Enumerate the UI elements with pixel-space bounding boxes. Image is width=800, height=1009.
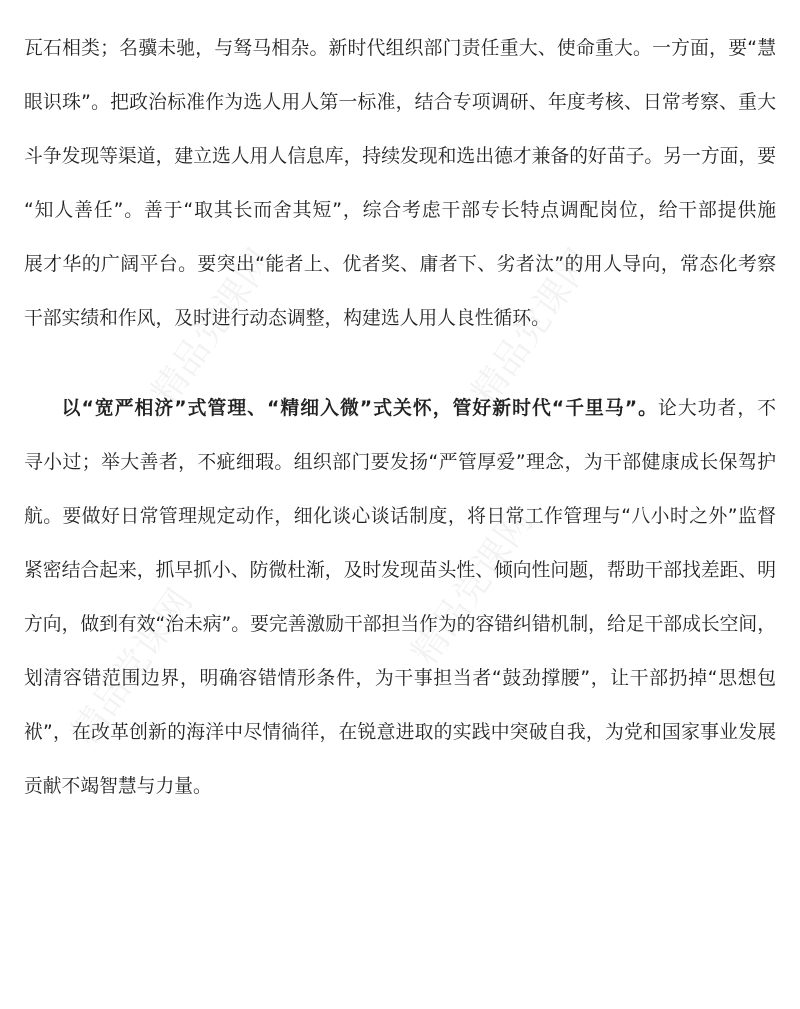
text-line: 贡献不竭智慧与力量。 (24, 776, 212, 797)
text-line: 瓦石相类；名骥未驰，与驽马相杂。新时代组织部门责任重大、使命重大。一方面，要“慧 (24, 38, 776, 59)
text-line: 袱”，在改革创新的海洋中尽情徜徉，在锐意进取的实践中突破自我，为党和国家事业发展 (24, 722, 776, 743)
text-line: 方向，做到有效“治未病”。要完善激励干部担当作为的容错纠错机制，给足干部成长空间， (24, 614, 776, 635)
bold-lead: 以“宽严相济”式管理、“精细入微”式关怀，管好新时代“千里马”。 (61, 398, 658, 419)
text-line: “知人善任”。善于“取其长而舍其短”，综合考虑干部专长特点调配岗位，给干部提供施 (24, 200, 776, 221)
text-line: 干部实绩和作风，及时进行动态调整，构建选人用人良性循环。 (24, 308, 550, 329)
text-line: 眼识珠”。把政治标准作为选人用人第一标准，结合专项调研、年度考核、日常考察、重大 (24, 92, 776, 113)
watermark-text: 精品党课网 (144, 241, 281, 413)
text-line (24, 397, 776, 421)
text-line: 寻小过；举大善者，不疵细瑕。组织部门要发扬“严管厚爱”理念，为干部健康成长保驾护 (24, 452, 776, 473)
watermark-text: 精品党课网 (464, 241, 601, 413)
text-line: 划清容错范围边界，明确容错情形条件，为干事担当者“鼓劲撑腰”，让干部扔掉“思想包 (24, 668, 776, 689)
watermark-text: 精品党课网 (64, 581, 201, 753)
watermark-text: 精品党课网 (404, 501, 541, 673)
text-span: 论大功者，不 (657, 398, 776, 419)
text-line: 展才华的广阔平台。要突出“能者上、优者奖、庸者下、劣者汰”的用人导向，常态化考察 (24, 254, 776, 275)
text-line: 航。要做好日常管理规定动作，细化谈心谈话制度，将日常工作管理与“八小时之外”监督 (24, 506, 776, 527)
text-line: 斗争发现等渠道，建立选人用人信息库，持续发现和选出德才兼备的好苗子。另一方面，要 (24, 146, 776, 167)
text-line: 紧密结合起来，抓早抓小、防微杜渐，及时发现苗头性、倾向性问题，帮助干部找差距、明 (24, 560, 776, 581)
